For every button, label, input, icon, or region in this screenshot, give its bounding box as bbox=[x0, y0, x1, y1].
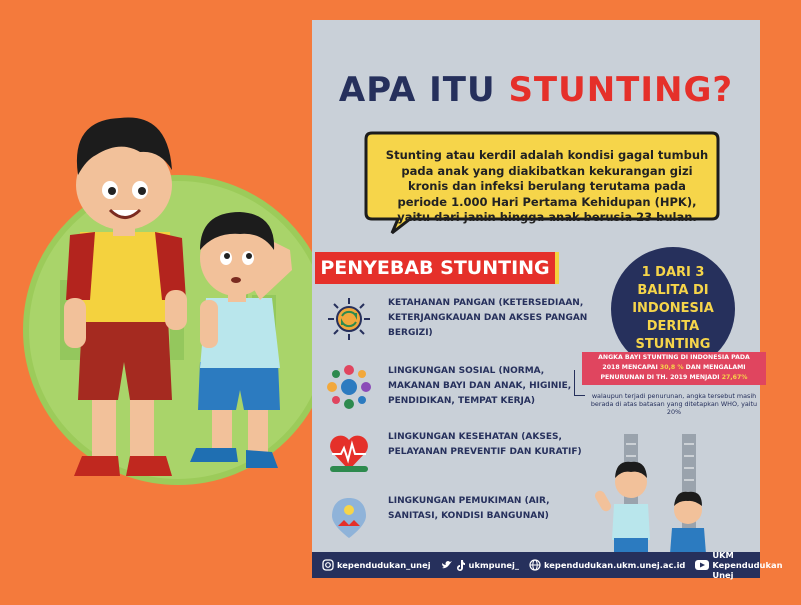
bracket-line bbox=[574, 370, 585, 396]
stat-box-text: PENURUNAN DI TH. 2019 MENJADI bbox=[600, 374, 722, 381]
tiktok-icon bbox=[456, 559, 466, 571]
stat-2019-value: 27,67% bbox=[721, 374, 748, 381]
stat-box-line bbox=[582, 363, 766, 373]
title-part1: APA ITU bbox=[338, 70, 496, 110]
stat-line: BALITA DI bbox=[637, 283, 709, 298]
stat-box bbox=[582, 352, 766, 385]
cause-text: LINGKUNGAN KESEHATAN (AKSES, PELAYANAN PREVENTIF DAN KURATIF) bbox=[388, 432, 582, 457]
stat-2018-value: 30,8 % bbox=[659, 364, 684, 371]
website-link[interactable] bbox=[529, 559, 685, 571]
stat-line: STUNTING bbox=[635, 337, 711, 352]
housing-icon bbox=[326, 494, 372, 540]
illustration-area bbox=[0, 0, 312, 601]
twitter-icon bbox=[441, 559, 453, 571]
website-url: kependudukan.ukm.unej.ac.id bbox=[544, 560, 686, 570]
stat-box-line: ANGKA BAYI STUNTING DI INDONESIA PADA bbox=[598, 354, 750, 361]
cause-text: KETAHANAN PANGAN (KETERSEDIAAN, KETERJANGKAUAN DAN AKSES PANGAN BERGIZI) bbox=[388, 298, 588, 338]
social-network-icon bbox=[326, 364, 372, 410]
youtube-link[interactable] bbox=[695, 550, 782, 580]
stat-box-line bbox=[582, 373, 766, 383]
youtube-icon bbox=[695, 560, 709, 570]
poster bbox=[312, 20, 783, 580]
globe-icon bbox=[529, 559, 541, 571]
stat-box-text: 2018 MENCAPAI bbox=[602, 364, 660, 371]
footer-bar bbox=[312, 550, 783, 580]
stat-note: walaupun terjadi penurunan, angka tersebut masih berada di atas batasan yang ditetapkan WHO, yaitu 20% bbox=[590, 392, 758, 416]
stunting-definition: Stunting atau kerdil adalah kondisi gagal tumbuh pada anak yang diakibatkan kekurangan gizi kronis dan infeksi berulang terutama pada periode 1.000 Hari Pertama Kehidupan (HPK), yaitu dari janin hingga anak berusia 23 bulan. bbox=[385, 148, 709, 224]
cause-text: LINGKUNGAN SOSIAL (NORMA, MAKANAN BAYI DAN ANAK, HIGINIE, PENDIDIKAN, TEMPAT KERJA) bbox=[388, 366, 572, 406]
stat-line: 1 DARI 3 bbox=[641, 265, 705, 280]
stat-box-text: DAN MENGALAMI bbox=[683, 364, 746, 371]
twitter-tiktok-handle: ukmpunej_ bbox=[468, 560, 519, 570]
causes-header: PENYEBAB STUNTING bbox=[315, 252, 559, 284]
twitter-tiktok-link[interactable] bbox=[441, 559, 519, 571]
instagram-handle: kependudukan_unej bbox=[337, 560, 431, 570]
instagram-icon bbox=[322, 559, 334, 571]
kids-height-illustration bbox=[584, 430, 760, 554]
stat-line: INDONESIA bbox=[632, 301, 714, 316]
youtube-channel: UKM Kependudukan Unej bbox=[712, 550, 783, 580]
food-security-icon bbox=[326, 296, 372, 342]
page-title bbox=[312, 70, 760, 110]
title-part2: STUNTING? bbox=[508, 70, 734, 110]
instagram-link[interactable] bbox=[322, 559, 431, 571]
heart-health-icon bbox=[326, 430, 372, 476]
stat-line: DERITA bbox=[646, 319, 700, 334]
cause-text: LINGKUNGAN PEMUKIMAN (AIR, SANITASI, KONDISI BANGUNAN) bbox=[388, 496, 550, 521]
two-boys-illustration bbox=[0, 0, 312, 601]
